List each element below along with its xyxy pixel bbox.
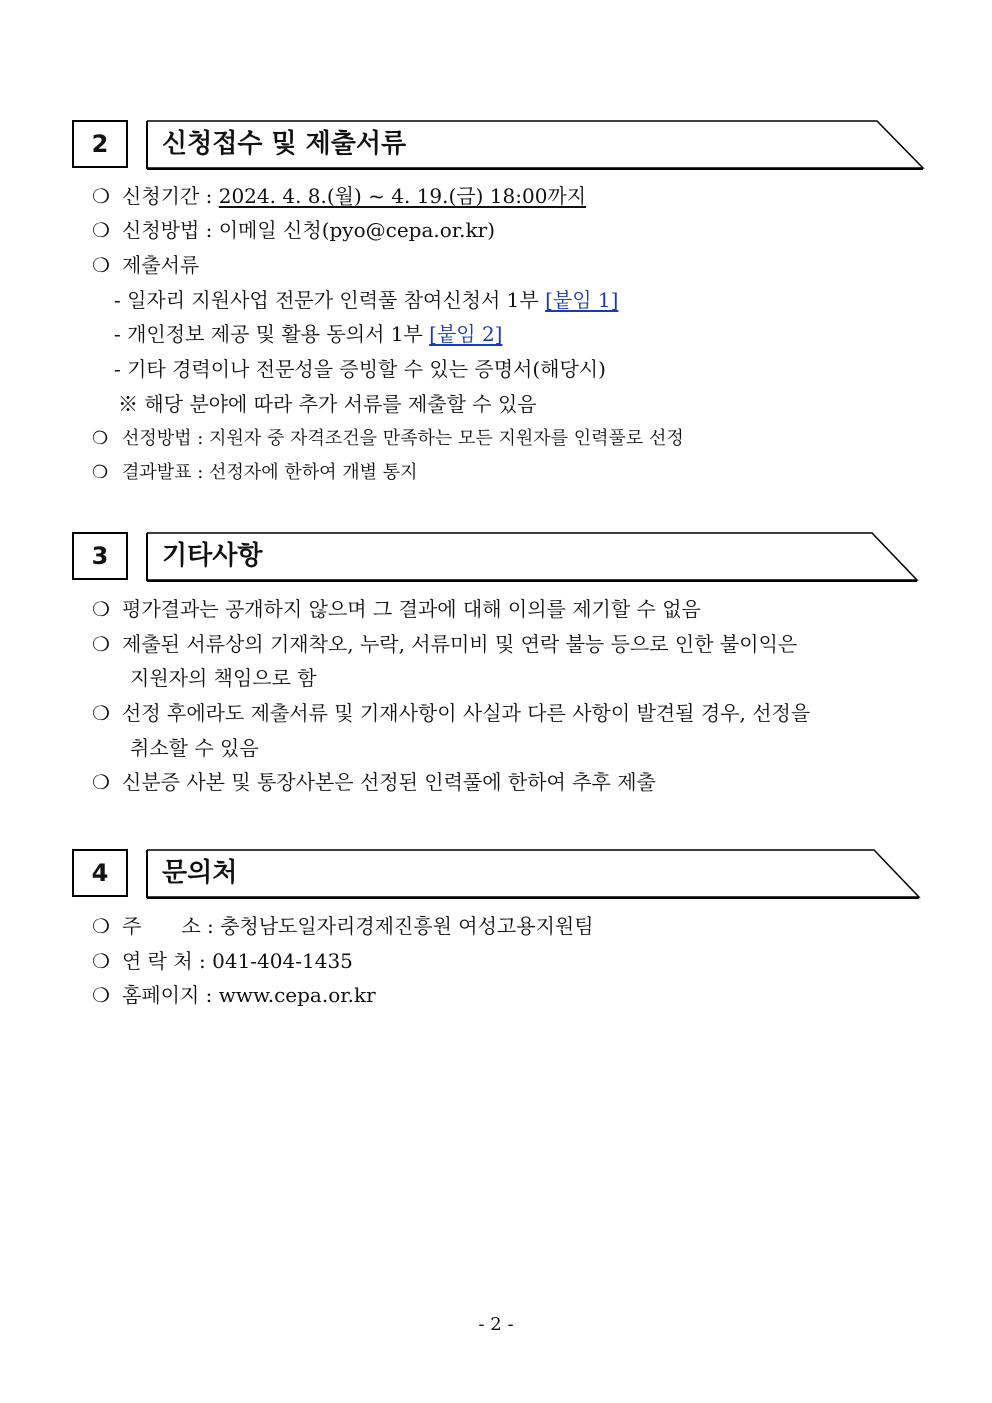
etc-item-text: 선정 후에라도 제출서류 및 기재사항이 사실과 다른 사항이 발견될 경우, 선정을 [122, 701, 811, 725]
circle-bullet-icon: ❍ [92, 632, 110, 656]
circle-bullet-icon: ❍ [92, 462, 109, 483]
method-line [92, 217, 495, 243]
etc-item-4 [92, 769, 656, 795]
selection-text: 선정방법 : 지원자 중 자격조건을 만족하는 모든 지원자를 인력풀로 선정 [122, 428, 684, 449]
circle-bullet-icon: ❍ [92, 949, 110, 973]
page-number: - 2 - [478, 1314, 514, 1335]
etc-item-text: 제출된 서류상의 기재착오, 누락, 서류미비 및 연락 불능 등으로 인한 불이익은 [122, 632, 798, 656]
homepage-text: 홈페이지 : www.cepa.or.kr [122, 983, 376, 1007]
selection-line [92, 426, 684, 452]
circle-bullet-icon: ❍ [92, 597, 110, 621]
etc-item-2-cont [130, 665, 317, 691]
circle-bullet-icon: ❍ [92, 914, 110, 938]
etc-item-2 [92, 631, 797, 657]
method-value: 이메일 신청(pyo@cepa.or.kr) [218, 218, 496, 242]
section-title: 문의처 [162, 858, 238, 888]
circle-bullet-icon: ❍ [92, 983, 110, 1007]
attachment-1-link[interactable]: [붙임 1] [545, 288, 619, 312]
doc-item-text: - 일자리 지원사업 전문가 인력풀 참여신청서 1부 [114, 288, 546, 312]
note-line [118, 391, 537, 417]
section-title-frame [146, 849, 926, 901]
etc-item-3-cont [130, 735, 259, 761]
period-value: 2024. 4. 8.(월) ~ 4. 19.(금) 18:00까지 [218, 184, 587, 208]
doc-item-text: - 개인정보 제공 및 활용 동의서 1부 [114, 322, 430, 346]
circle-bullet-icon: ❍ [92, 184, 110, 208]
section-number-box: 3 [72, 532, 128, 580]
method-label: 신청방법 : [122, 218, 219, 242]
docs-line [92, 252, 199, 278]
etc-item-text: 지원자의 책임으로 함 [130, 666, 317, 690]
note-text: ※ 해당 분야에 따라 추가 서류를 제출할 수 있음 [118, 392, 537, 416]
section-title: 신청접수 및 제출서류 [162, 129, 407, 159]
section-number-box: 4 [72, 849, 128, 897]
etc-item-3 [92, 700, 810, 726]
doc-item-text: - 기타 경력이나 전문성을 증빙할 수 있는 증명서(해당시) [114, 357, 606, 381]
doc-item-1 [114, 287, 618, 313]
etc-item-1 [92, 596, 701, 622]
circle-bullet-icon: ❍ [92, 218, 110, 242]
result-text: 결과발표 : 선정자에 한하여 개별 통지 [122, 462, 418, 483]
circle-bullet-icon: ❍ [92, 770, 110, 794]
circle-bullet-icon: ❍ [92, 701, 110, 725]
doc-item-2 [114, 321, 502, 347]
address-text: 주 소 : 충청남도일자리경제진흥원 여성고용지원팀 [122, 914, 594, 938]
contact-address [92, 913, 594, 939]
section-title-frame [146, 532, 926, 584]
docs-label: 제출서류 [122, 253, 200, 277]
section-title: 기타사항 [162, 541, 263, 571]
circle-bullet-icon: ❍ [92, 428, 109, 449]
section-number-box: 2 [72, 120, 128, 168]
attachment-2-link[interactable]: [붙임 2] [429, 322, 503, 346]
etc-item-text: 평가결과는 공개하지 않으며 그 결과에 대해 이의를 제기할 수 없음 [122, 597, 701, 621]
doc-item-3 [114, 356, 606, 382]
contact-phone [92, 948, 353, 974]
period-line [92, 183, 586, 209]
circle-bullet-icon: ❍ [92, 253, 110, 277]
period-label: 신청기간 : [122, 184, 219, 208]
etc-item-text: 취소할 수 있음 [130, 736, 259, 760]
result-line [92, 460, 418, 486]
phone-text: 연 락 처 : 041-404-1435 [122, 949, 353, 973]
etc-item-text: 신분증 사본 및 통장사본은 선정된 인력풀에 한하여 추후 제출 [122, 770, 656, 794]
contact-homepage [92, 982, 376, 1008]
